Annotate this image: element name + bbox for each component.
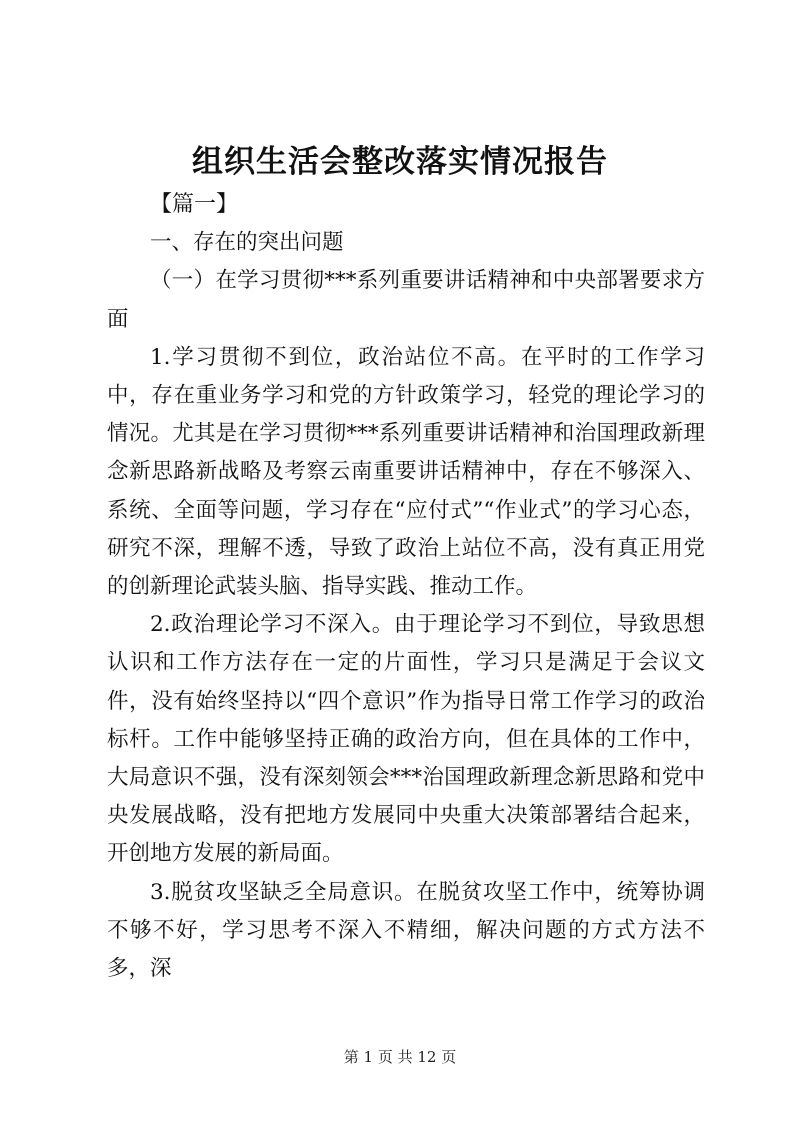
heading-1: 一、存在的突出问题 <box>150 230 344 256</box>
page-footer: 第 1 页 共 12 页 <box>343 1048 457 1066</box>
paragraph-2: 2.政治理论学习不深入。由于理论学习不到位，导致思想认识和工作方法存在一定的片面性，学习只是满足于会议文件，没有始终坚持以“四个意识”作为指导日常工作学习的政治标杆。工作中能够坚持正确的政治方向，但在具体的工作中，大局意识不强，没有深刻领会***治国理政新理念新思路和党中央发展战略，没有把地方发展同中央重大决策部署结合起来，开创地方发展的新局面。 <box>107 612 705 867</box>
document-title: 组织生活会整改落实情况报告 <box>192 144 608 180</box>
paragraph-1: 1.学习贯彻不到位，政治站位不高。在平时的工作学习中，存在重业务学习和党的方针政策学习，轻党的理论学习的情况。尤其是在学习贯彻***系列重要讲话精神和治国理政新理念新思路新战略及考察云南重要讲话精神中，存在不够深入、系统、全面等问题，学习存在“应付式”“作业式”的学习心态，研究不深，理解不透，导致了政治上站位不高，没有真正用党的创新理论武装头脑、指导实践、推动工作。 <box>107 344 705 600</box>
document-body <box>107 186 705 988</box>
subheading-1: （一）在学习贯彻***系列重要讲话精神和中央部署要求方面 <box>107 268 705 332</box>
paragraph-3: 3.脱贫攻坚缺乏全局意识。在脱贫攻坚工作中，统筹协调不够不好，学习思考不深入不精细，解决问题的方式方法不多，深 <box>107 879 705 982</box>
section-label: 【篇一】 <box>150 192 239 217</box>
